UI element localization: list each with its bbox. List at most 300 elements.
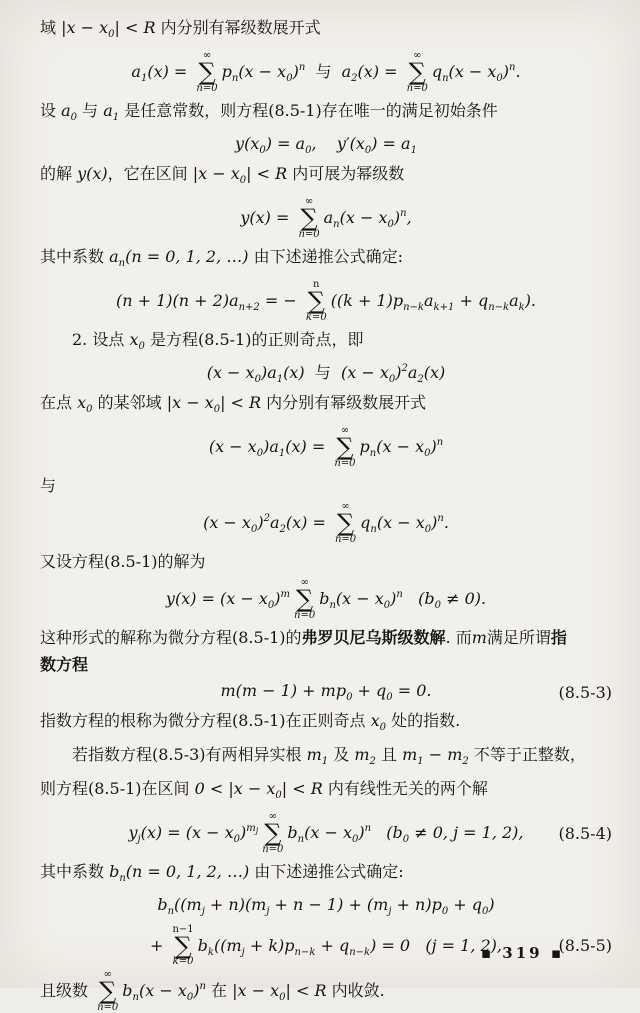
math-text: | < R (281, 779, 323, 799)
subscript: n (370, 524, 377, 536)
formula-line (40, 809, 612, 858)
sigma-glyph: ∑ (307, 287, 325, 316)
text-line (40, 389, 612, 423)
line-content (40, 247, 403, 270)
math-text: (x − x (448, 61, 497, 81)
summation-sigma (97, 970, 118, 1013)
subscript: 0 (186, 992, 194, 1004)
superscript: 2 (263, 513, 270, 525)
math-text: b (287, 823, 298, 843)
subscript: 0 (379, 722, 387, 734)
math-text: ) (358, 823, 365, 843)
math-text: a (424, 290, 434, 310)
sum-lower-limit: n=0 (262, 844, 284, 856)
sum-lower-limit: n=0 (406, 82, 428, 94)
cjk-text: 在 (205, 981, 233, 1001)
math-text: , (406, 208, 412, 228)
math-text: x (370, 711, 380, 731)
math-text: | < R (285, 981, 327, 1001)
math-text: (x − x (340, 362, 389, 382)
line-content (40, 628, 567, 647)
line-content (40, 862, 404, 885)
superscript: n (436, 437, 444, 449)
text-line (40, 14, 612, 48)
math-text: , y′(x (311, 133, 365, 153)
cjk-text: 内可展为幂级数 (287, 164, 405, 184)
line-content (131, 51, 520, 94)
math-text: (n = 0, 1, 2, …) (125, 247, 249, 267)
sigma-glyph: ∑ (198, 58, 216, 86)
math-text: (x) = (147, 61, 193, 81)
subscript: n (369, 448, 377, 460)
math-text: a (407, 362, 418, 382)
math-text: (x − x (335, 588, 384, 608)
math-text: ) (292, 61, 299, 81)
equation-number: (8.5-5) (558, 935, 612, 955)
page-content (40, 14, 612, 1013)
math-text: (x − x (208, 437, 257, 457)
math-text: = 0. (392, 680, 432, 700)
subscript: 1 (140, 72, 148, 84)
summation-sigma (172, 925, 193, 968)
sigma-glyph: ∑ (408, 58, 426, 86)
math-text: ((m (213, 935, 242, 955)
math-text: x (77, 393, 87, 413)
math-text: (x) = (x − x (140, 823, 234, 843)
math-text: ) (257, 513, 264, 533)
sum-upper-limit: ∞ (268, 811, 277, 823)
superscript: n (509, 61, 516, 73)
equation-number: (8.5-3) (558, 682, 612, 702)
math-text: a (341, 61, 352, 81)
math-text: ) = a (265, 133, 306, 153)
math-text: | < R (220, 393, 262, 413)
subscript: j (388, 906, 392, 918)
cjk-text: 满足所谓 (486, 627, 551, 647)
math-text: ) (488, 895, 495, 915)
sum-lower-limit: n=0 (334, 533, 357, 545)
line-content (40, 711, 461, 734)
math-text: + n)(m (204, 895, 267, 915)
text-line (40, 326, 612, 360)
line-content (209, 426, 443, 469)
math-text: (x − x (376, 513, 425, 533)
subscript: 0 (250, 524, 258, 536)
math-text: + (149, 935, 169, 955)
sigma-glyph: ∑ (99, 977, 117, 1006)
subscript: j (255, 826, 259, 836)
text-line (40, 548, 612, 575)
math-text: ) (431, 513, 438, 533)
line-content (40, 779, 488, 802)
formula-line (40, 360, 612, 390)
cjk-text: 内分别有幂级数展开式 (155, 18, 321, 37)
line-content (116, 280, 536, 323)
text-line (40, 741, 612, 775)
subscript: 0 (346, 691, 353, 703)
line-content (157, 895, 494, 919)
formula-line (40, 678, 612, 708)
cjk-text: 其中系数 (40, 862, 110, 882)
summation-sigma (334, 426, 355, 469)
subscript: 0 (305, 144, 312, 156)
superscript: n (298, 61, 306, 73)
summation-sigma (407, 51, 428, 94)
line-content (40, 476, 56, 495)
subscript: 0 (388, 373, 396, 385)
math-text: ((k + 1)p (330, 290, 404, 310)
line-content (166, 578, 486, 621)
cjk-text: 则方程(8.5-1)在区间 (40, 779, 195, 799)
cjk-text: 及 (328, 745, 355, 765)
sigma-glyph: ∑ (300, 204, 318, 233)
cjk-text: 指 (550, 627, 567, 647)
line-content (40, 18, 321, 40)
math-text: (x − x (238, 61, 287, 81)
equation-number: (8.5-4) (558, 823, 612, 843)
math-text: + n)p (391, 895, 442, 915)
sigma-glyph: ∑ (336, 433, 354, 462)
superscript: 2 (401, 362, 408, 374)
subscript: n (119, 873, 126, 885)
line-content (207, 363, 446, 387)
subscript: k (207, 946, 214, 958)
math-text: (x) = (357, 61, 403, 81)
summation-sigma (262, 812, 283, 855)
math-text: b (197, 935, 208, 955)
math-text: (x − x (203, 513, 251, 533)
text-line (40, 970, 612, 1013)
math-text: (x) = (285, 513, 331, 533)
subscript: n−k (403, 301, 424, 313)
sum-upper-limit: ∞ (340, 425, 350, 437)
subscript: 0 (496, 72, 503, 84)
math-text: = − (259, 290, 302, 310)
math-text: y(x) (77, 164, 108, 184)
math-text: ) (274, 588, 281, 608)
subscript: n (297, 834, 305, 846)
superscript: n (199, 981, 206, 993)
cjk-text: 是任意常数，则方程(8.5-1)存在唯一的满足初始条件 (119, 100, 498, 120)
cjk-text: 在点 (40, 393, 78, 413)
math-text: m (306, 745, 322, 765)
math-text: a (509, 290, 519, 310)
sum-lower-limit: n=0 (97, 1002, 119, 1013)
math-text: a (131, 61, 141, 81)
line-content (203, 502, 449, 545)
math-text: (x) = (285, 437, 331, 457)
line-content (129, 812, 524, 855)
line-content (40, 393, 427, 416)
math-text: (n = 0, 1, 2, …) (125, 862, 250, 882)
math-text: y (128, 823, 138, 843)
math-text: m (402, 745, 418, 765)
sum-upper-limit: ∞ (103, 969, 112, 981)
text-line (40, 858, 612, 892)
math-text: (x − x (206, 362, 255, 382)
cjk-text: 是方程(8.5-1)的正则奇点，即 (144, 329, 364, 349)
cjk-text: 与 (40, 476, 57, 496)
math-text: a (109, 247, 119, 267)
subscript: j (201, 906, 205, 918)
cjk-text: 设 (40, 100, 62, 120)
math-text: − m (423, 745, 463, 765)
subscript: n (333, 219, 340, 231)
cjk-text: 与 (304, 362, 341, 382)
text-line (40, 624, 612, 651)
subscript: j (137, 834, 141, 846)
math-text: ≠ 0, j = 1, 2), (409, 823, 524, 843)
subscript: 0 (138, 340, 145, 352)
math-text: |x − x (192, 164, 240, 184)
subscript: 2 (369, 756, 376, 768)
text-line (40, 160, 612, 194)
subscript: k (518, 301, 525, 313)
math-text: ) (430, 437, 437, 457)
math-text: ≠ 0). (440, 588, 487, 608)
formula-line (40, 892, 612, 922)
math-text: ) (193, 981, 200, 1001)
math-text: ) (390, 588, 397, 608)
subscript: n (329, 599, 336, 611)
math-text: m(m − 1) + mp (220, 680, 347, 700)
subscript: 0 (108, 29, 115, 40)
superscript: n (396, 588, 403, 600)
math-text: (x) (423, 362, 446, 382)
line-content (40, 655, 88, 674)
math-text: | < R (246, 164, 288, 184)
cjk-text: 指数方程的根称为微分方程(8.5-1)在正则奇点 (40, 711, 371, 731)
subscript: 0 (213, 404, 221, 416)
page-number: ▪ 319 ▪ (480, 944, 564, 962)
subscript: 0 (424, 448, 431, 460)
subscript: k+1 (433, 301, 455, 313)
subscript: j (241, 946, 245, 958)
math-text: a (61, 100, 71, 120)
math-text: + q (315, 935, 350, 955)
cjk-text: 内有线性无关的两个解 (322, 779, 488, 799)
line-content (240, 197, 411, 240)
line-content (40, 164, 405, 187)
subscript: 2 (417, 373, 424, 385)
subscript: n−k (349, 946, 371, 958)
sum-upper-limit: ∞ (202, 50, 212, 61)
subscript: 0 (286, 72, 293, 84)
subscript: n+2 (238, 301, 260, 313)
sum-lower-limit: n=0 (196, 82, 218, 94)
formula-line (40, 277, 612, 326)
subscript: 0 (267, 599, 275, 611)
math-text: q (431, 61, 443, 81)
line-content (40, 552, 206, 571)
math-text: a (269, 513, 280, 533)
subscript: 0 (441, 906, 449, 918)
text-line (40, 472, 612, 499)
math-text: b (157, 895, 168, 915)
cjk-text: 又设方程(8.5-1)的解为 (40, 551, 206, 571)
sum-lower-limit: n=0 (294, 609, 316, 621)
subscript: 0 (259, 144, 266, 156)
math-text: ) (239, 823, 247, 843)
math-text: ) = 0 (j = 1, 2), (370, 935, 503, 955)
subscript: 0 (351, 834, 359, 846)
formula-line (40, 194, 612, 243)
subscript: n (442, 72, 449, 84)
summation-sigma (306, 280, 327, 323)
cjk-text: 数方程 (40, 654, 89, 674)
subscript: n−k (488, 301, 510, 313)
line-content (40, 100, 498, 123)
subscript: 0 (383, 599, 391, 611)
math-text: |x − x (232, 981, 280, 1001)
math-text: )a (263, 437, 279, 457)
math-text: + q (448, 895, 483, 915)
cjk-text: 处的指数. (386, 711, 461, 731)
cjk-text: 弗罗贝尼乌斯级数解 (301, 627, 446, 647)
superscript: n (437, 513, 444, 525)
sum-lower-limit: n=0 (298, 229, 320, 241)
math-text: p (221, 61, 232, 81)
math-text: (x − x (376, 437, 425, 457)
formula-line (40, 131, 612, 161)
line-content (72, 329, 364, 352)
math-text: y(x (235, 133, 260, 153)
math-text: ) = a (371, 133, 411, 153)
subscript: 0 (70, 111, 78, 123)
subscript: 0 (434, 599, 441, 611)
math-text: b (319, 588, 330, 608)
line-content (40, 969, 385, 1013)
math-text: ). (524, 290, 537, 310)
subscript: 2 (279, 524, 286, 536)
cjk-text: 这种形式的解称为微分方程(8.5-1)的 (40, 627, 302, 647)
math-text: | < R (114, 18, 156, 37)
subscript: 0 (239, 175, 247, 187)
cjk-text: ，它在区间 (107, 164, 193, 184)
sum-lower-limit: k=0 (305, 311, 327, 323)
summation-sigma (298, 197, 319, 240)
math-text: x (129, 329, 139, 349)
cjk-text: 且级数 (40, 981, 94, 1001)
math-text: b (109, 862, 120, 882)
sum-upper-limit: ∞ (341, 501, 350, 513)
sum-upper-limit: n−1 (172, 923, 194, 935)
cjk-text: . 而 (445, 627, 472, 647)
subscript: n−k (294, 946, 316, 958)
cjk-text: 其中系数 (40, 247, 110, 267)
superscript: n (364, 823, 372, 835)
math-text: (b (402, 588, 435, 608)
subscript: 0 (482, 906, 489, 918)
cjk-text: 内收敛. (326, 981, 385, 1001)
subscript: 0 (254, 373, 261, 385)
text-line (40, 651, 612, 678)
math-text: . (443, 513, 449, 533)
subscript: 2 (351, 72, 358, 84)
line-content (221, 681, 432, 705)
sigma-glyph: ∑ (264, 819, 282, 848)
superscript: m (280, 588, 291, 600)
math-text: + q (352, 680, 387, 700)
summation-sigma (196, 51, 217, 94)
subscript: 2 (462, 756, 469, 768)
subscript: 0 (233, 834, 240, 846)
cjk-text: 若指数方程(8.5-3)有两相异实根 (72, 745, 307, 765)
text-line (40, 775, 612, 809)
subscript: 0 (256, 448, 264, 460)
cjk-text: 的某邻域 (92, 393, 167, 413)
subscript: 0 (279, 992, 286, 1004)
math-text: p (359, 437, 370, 457)
superscript: n (400, 208, 407, 220)
math-text: (x − x (138, 981, 187, 1001)
subscript: 1 (112, 111, 120, 123)
subscript: n (118, 258, 126, 270)
math-text: |x − x (166, 393, 214, 413)
formula-line (40, 423, 612, 472)
subscript: 0 (387, 219, 394, 231)
math-text: a (103, 100, 113, 120)
formula-line (40, 48, 612, 97)
subscript: 1 (410, 144, 417, 156)
math-text: y(x) = (x − x (165, 588, 268, 608)
math-text: ) (393, 208, 401, 228)
math-text: m (471, 627, 487, 647)
cjk-text: 域 (40, 18, 62, 37)
sum-upper-limit: ∞ (413, 50, 422, 61)
summation-sigma (335, 502, 356, 545)
math-text: ((m (174, 895, 202, 915)
math-text: + q (454, 290, 489, 310)
subscript: n (132, 992, 139, 1004)
subscript: 0 (86, 404, 93, 416)
subscript: j (266, 906, 270, 918)
math-text: b (122, 981, 133, 1001)
math-text: 0 < |x − x (194, 779, 276, 799)
subscript: 0 (364, 144, 372, 156)
sigma-glyph: ∑ (296, 584, 314, 613)
math-text: |x − x (61, 18, 109, 37)
line-content (235, 134, 417, 158)
text-line (40, 707, 612, 741)
subscript: 1 (417, 756, 424, 768)
sum-upper-limit: ∞ (300, 576, 309, 588)
cjk-text: 不等于正整数， (468, 745, 586, 765)
sum-lower-limit: n=0 (334, 458, 356, 470)
math-text: ) (395, 362, 402, 382)
formula-line (40, 499, 612, 548)
sigma-glyph: ∑ (174, 931, 192, 960)
subscript: 1 (276, 373, 284, 385)
cjk-text: 内分别有幂级数展开式 (261, 393, 427, 413)
cjk-text: 2. 设点 (72, 329, 130, 349)
sum-upper-limit: ∞ (304, 196, 314, 208)
subscript: 0 (402, 834, 410, 846)
math-text: (x) (283, 362, 305, 382)
cjk-text: 由下述递推公式确定: (248, 247, 403, 267)
math-text: (b (371, 823, 403, 843)
cjk-text: 的解 (40, 164, 78, 184)
subscript: 1 (321, 756, 329, 768)
subscript: n (231, 72, 239, 84)
line-content (72, 745, 586, 768)
math-text: q (360, 513, 371, 533)
cjk-text: 由下述递推公式确定: (249, 862, 404, 882)
math-text: )a (260, 362, 277, 382)
sum-upper-limit: n (313, 279, 320, 291)
math-text: + n − 1) + (m (269, 895, 389, 915)
line-content (150, 925, 502, 968)
